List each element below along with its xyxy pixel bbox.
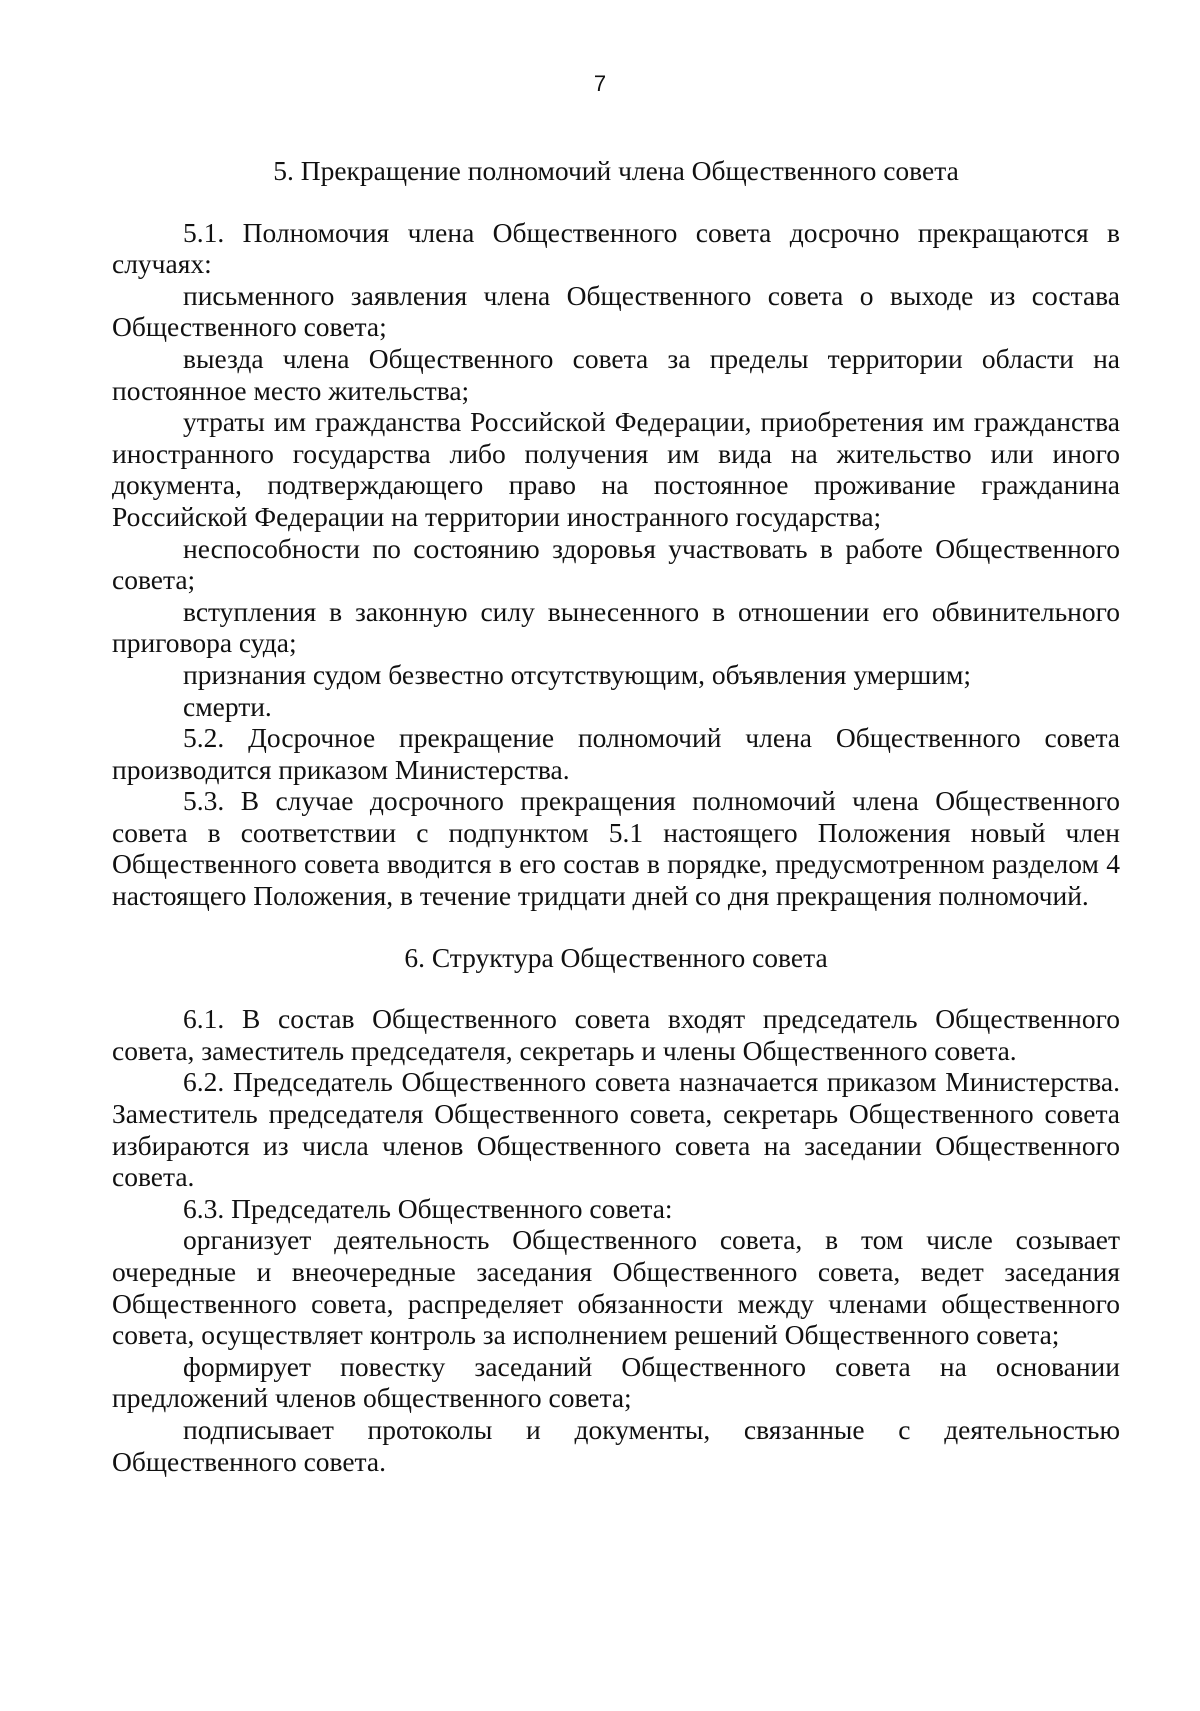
- list-item-signs: подписывает протоколы и документы, связанные с деятельностью Общественного совета.: [112, 1413, 1120, 1477]
- list-item-missing-or-deceased: признания судом безвестно отсутствующим, объявления умершим;: [183, 658, 972, 690]
- list-item-death: смерти.: [183, 690, 272, 722]
- paragraph-5-2: 5.2. Досрочное прекращение полномочий члена Общественного совета производится приказом Министерства.: [112, 722, 1120, 785]
- section-6-heading: 6. Структура Общественного совета: [404, 941, 828, 973]
- list-item-organizes: организует деятельность Общественного совета, в том числе созывает очередные и внеочередные заседания Общественного совета, ведет заседания Общественного совета, распределяет обязанности между членами общественного совета, осуществляет контроль за исполнением решений Общественного совета;: [112, 1224, 1120, 1351]
- list-item-agenda: формирует повестку заседаний Общественного совета на основании предложений членов общественного совета;: [112, 1350, 1120, 1414]
- paragraph-6-3: 6.3. Председатель Общественного совета:: [183, 1192, 673, 1224]
- paragraph-5-3: 5.3. В случае досрочного прекращения полномочий члена Общественного совета в соответствии с подпунктом 5.1 настоящего Положения новый член Общественного совета вводится в его состав в порядке, предусмотренном разделом 4 настоящего Положения, в течение тридцати дней со дня прекращения полномочий.: [112, 785, 1120, 912]
- paragraph-6-2: 6.2. Председатель Общественного совета назначается приказом Министерства. Заместитель председателя Общественного совета, секретарь Общественного совета избираются из числа членов Общественного совета на заседании Общественного совета.: [112, 1066, 1120, 1193]
- page-number: 7: [593, 71, 607, 96]
- list-item-court-verdict: вступления в законную силу вынесенного в отношении его обвинительного приговора суда;: [112, 595, 1120, 659]
- list-item-citizenship-loss: утраты им гражданства Российской Федерации, приобретения им гражданства иностранного государства либо получения им вида на жительство или иного документа, подтверждающего право на постоянное проживание гражданина Российской Федерации на территории иностранного государства;: [112, 406, 1120, 532]
- section-5-heading: 5. Прекращение полномочий члена Общественного совета: [273, 155, 959, 186]
- document-body: [112, 155, 1120, 1477]
- paragraph-5-1: 5.1. Полномочия члена Общественного совета досрочно прекращаются в случаях:: [112, 216, 1120, 280]
- list-item-written-statement: письменного заявления члена Общественного совета о выходе из состава Общественного совета;: [112, 279, 1120, 343]
- paragraph-6-1: 6.1. В состав Общественного совета входят председатель Общественного совета, заместитель председателя, секретарь и члены Общественного совета.: [112, 1003, 1120, 1066]
- list-item-departure: выезда члена Общественного совета за пределы территории области на постоянное место жительства;: [112, 342, 1120, 406]
- list-item-health-incapacity: неспособности по состоянию здоровья участвовать в работе Общественного совета;: [112, 532, 1120, 596]
